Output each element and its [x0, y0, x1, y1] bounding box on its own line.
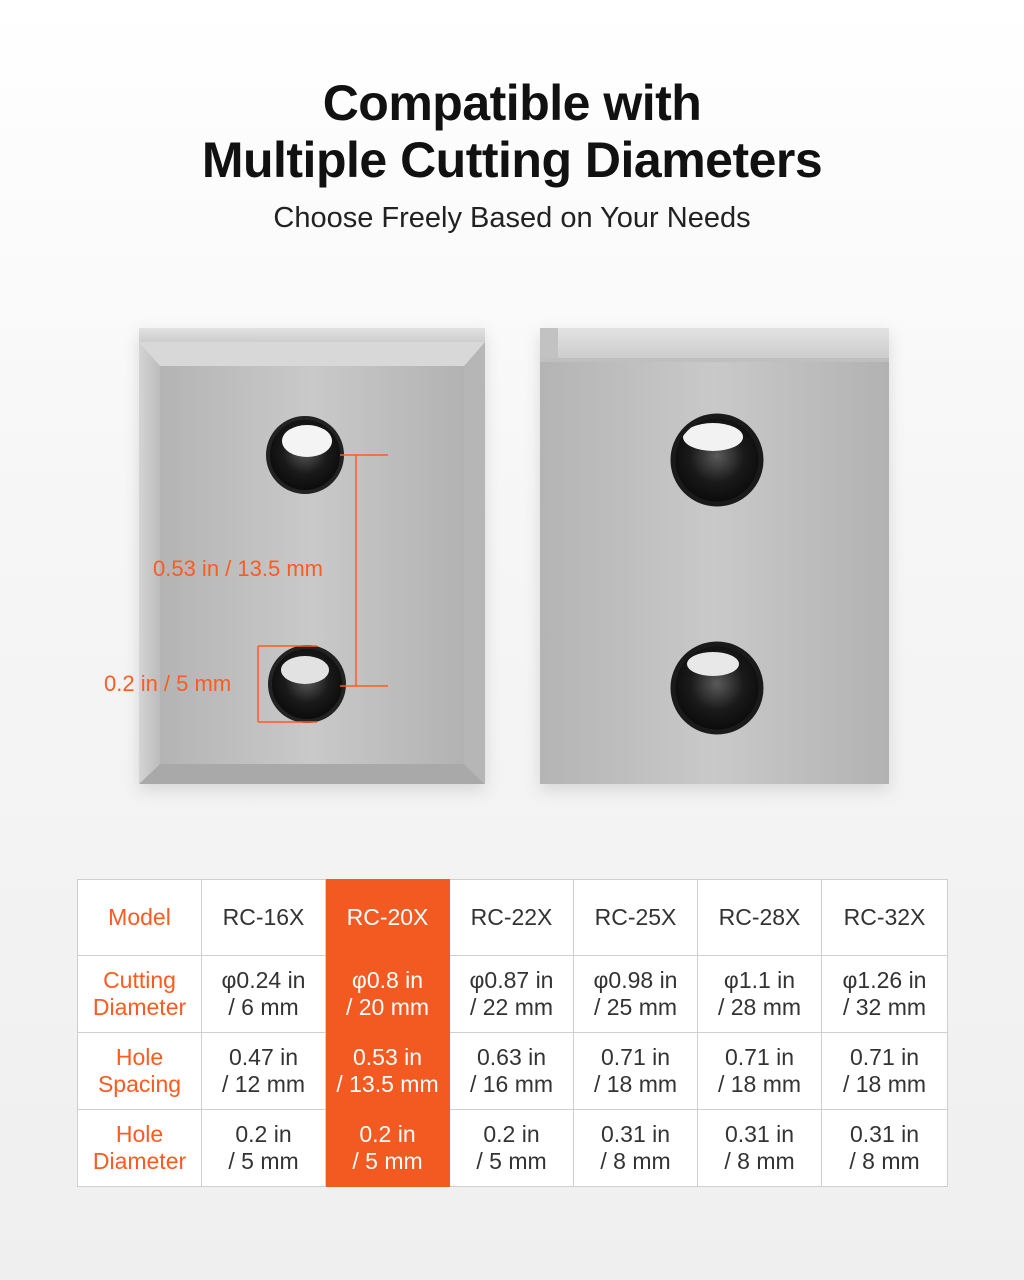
- cell-text: / 12 mm: [221, 1071, 306, 1097]
- cell-text: / 8 mm: [724, 1148, 795, 1174]
- left-bottom-hole-icon: [270, 647, 344, 721]
- row-header-model: [78, 880, 202, 956]
- cell-text: RC-20X: [346, 904, 429, 930]
- table-cell-hole-diameter: [822, 1110, 948, 1187]
- table-row-model: [78, 880, 948, 956]
- right-top-hole-icon: [673, 416, 761, 504]
- cell-text: 0.2 in: [235, 1121, 292, 1147]
- table-cell-hole-spacing: [450, 1033, 574, 1110]
- cell-text: 0.31 in: [849, 1121, 920, 1147]
- cell-text: / 5 mm: [228, 1148, 299, 1174]
- table-row-hole-spacing: [78, 1033, 948, 1110]
- table-cell-hole-diameter: [202, 1110, 326, 1187]
- table-cell-hole-diameter: [698, 1110, 822, 1187]
- table-row-hole-diameter: [78, 1110, 948, 1187]
- hole-spacing-label: 0.53 in / 13.5 mm: [153, 556, 323, 581]
- table-row-cutting-diameter: [78, 956, 948, 1033]
- table-cell-model: [574, 880, 698, 956]
- table-cell-cutting-diameter: [822, 956, 948, 1033]
- table-cell-hole-diameter: [326, 1110, 450, 1187]
- cell-text: / 28 mm: [717, 994, 802, 1020]
- page-title-line-1: Compatible with: [322, 75, 702, 131]
- row-header-text: Cutting: [103, 967, 176, 993]
- cell-text: / 5 mm: [476, 1148, 547, 1174]
- row-header-text: Diameter: [92, 1148, 187, 1174]
- cell-text: 0.31 in: [600, 1121, 671, 1147]
- cell-text: RC-25X: [594, 904, 677, 930]
- table-cell-model: [202, 880, 326, 956]
- page-title-line-2: Multiple Cutting Diameters: [201, 132, 823, 188]
- table-cell-model: [698, 880, 822, 956]
- cell-text: RC-32X: [843, 904, 926, 930]
- table-cell-cutting-diameter: [326, 956, 450, 1033]
- cell-text: / 32 mm: [842, 994, 927, 1020]
- cell-text: 0.2 in: [483, 1121, 540, 1147]
- cell-text: φ1.26 in: [842, 967, 927, 993]
- table-cell-cutting-diameter: [450, 956, 574, 1033]
- cell-text: / 18 mm: [842, 1071, 927, 1097]
- cell-text: / 5 mm: [352, 1148, 423, 1174]
- cell-text: RC-16X: [222, 904, 305, 930]
- cell-text: φ1.1 in: [723, 967, 796, 993]
- cell-text: 0.71 in: [600, 1044, 671, 1070]
- cell-text: RC-22X: [470, 904, 553, 930]
- row-header-cutting-diameter: [78, 956, 202, 1033]
- row-header-text: Hole: [115, 1121, 164, 1147]
- table-cell-cutting-diameter: [574, 956, 698, 1033]
- cell-text: / 13.5 mm: [336, 1071, 439, 1097]
- table-cell-model: [450, 880, 574, 956]
- cell-text: / 25 mm: [593, 994, 678, 1020]
- hole-diameter-label: 0.2 in / 5 mm: [104, 671, 232, 696]
- row-header-text: Model: [108, 904, 171, 930]
- cell-text: φ0.8 in: [351, 967, 424, 993]
- table-cell-hole-spacing: [574, 1033, 698, 1110]
- spec-table: [77, 879, 948, 1187]
- table-cell-cutting-diameter: [698, 956, 822, 1033]
- cell-text: 0.71 in: [849, 1044, 920, 1070]
- row-header-hole-spacing: [78, 1033, 202, 1110]
- table-cell-hole-diameter: [450, 1110, 574, 1187]
- row-header-text: Diameter: [92, 994, 187, 1020]
- cell-text: 0.2 in: [359, 1121, 416, 1147]
- cell-text: / 22 mm: [469, 994, 554, 1020]
- left-top-hole-icon: [268, 418, 342, 492]
- cell-text: / 20 mm: [345, 994, 430, 1020]
- table-cell-hole-spacing: [698, 1033, 822, 1110]
- cell-text: φ0.98 in: [593, 967, 678, 993]
- table-cell-model: [822, 880, 948, 956]
- cell-text: / 16 mm: [469, 1071, 554, 1097]
- table-cell-model: [326, 880, 450, 956]
- cell-text: 0.63 in: [476, 1044, 547, 1070]
- cell-text: / 18 mm: [717, 1071, 802, 1097]
- table-cell-hole-spacing: [202, 1033, 326, 1110]
- table-cell-hole-spacing: [822, 1033, 948, 1110]
- cell-text: / 8 mm: [849, 1148, 920, 1174]
- cell-text: / 6 mm: [228, 994, 299, 1020]
- cell-text: 0.53 in: [352, 1044, 423, 1070]
- cell-text: RC-28X: [718, 904, 801, 930]
- table-cell-hole-spacing: [326, 1033, 450, 1110]
- page-subtitle: Choose Freely Based on Your Needs: [273, 202, 751, 234]
- right-bottom-hole-icon: [673, 644, 761, 732]
- cell-text: / 8 mm: [600, 1148, 671, 1174]
- row-header-text: Hole: [115, 1044, 164, 1070]
- cell-text: 0.71 in: [724, 1044, 795, 1070]
- cell-text: 0.47 in: [228, 1044, 299, 1070]
- table-cell-cutting-diameter: [202, 956, 326, 1033]
- cell-text: φ0.24 in: [221, 967, 306, 993]
- cell-text: / 18 mm: [593, 1071, 678, 1097]
- table-cell-hole-diameter: [574, 1110, 698, 1187]
- row-header-text: Spacing: [97, 1071, 182, 1097]
- cell-text: 0.31 in: [724, 1121, 795, 1147]
- row-header-hole-diameter: [78, 1110, 202, 1187]
- cell-text: φ0.87 in: [469, 967, 554, 993]
